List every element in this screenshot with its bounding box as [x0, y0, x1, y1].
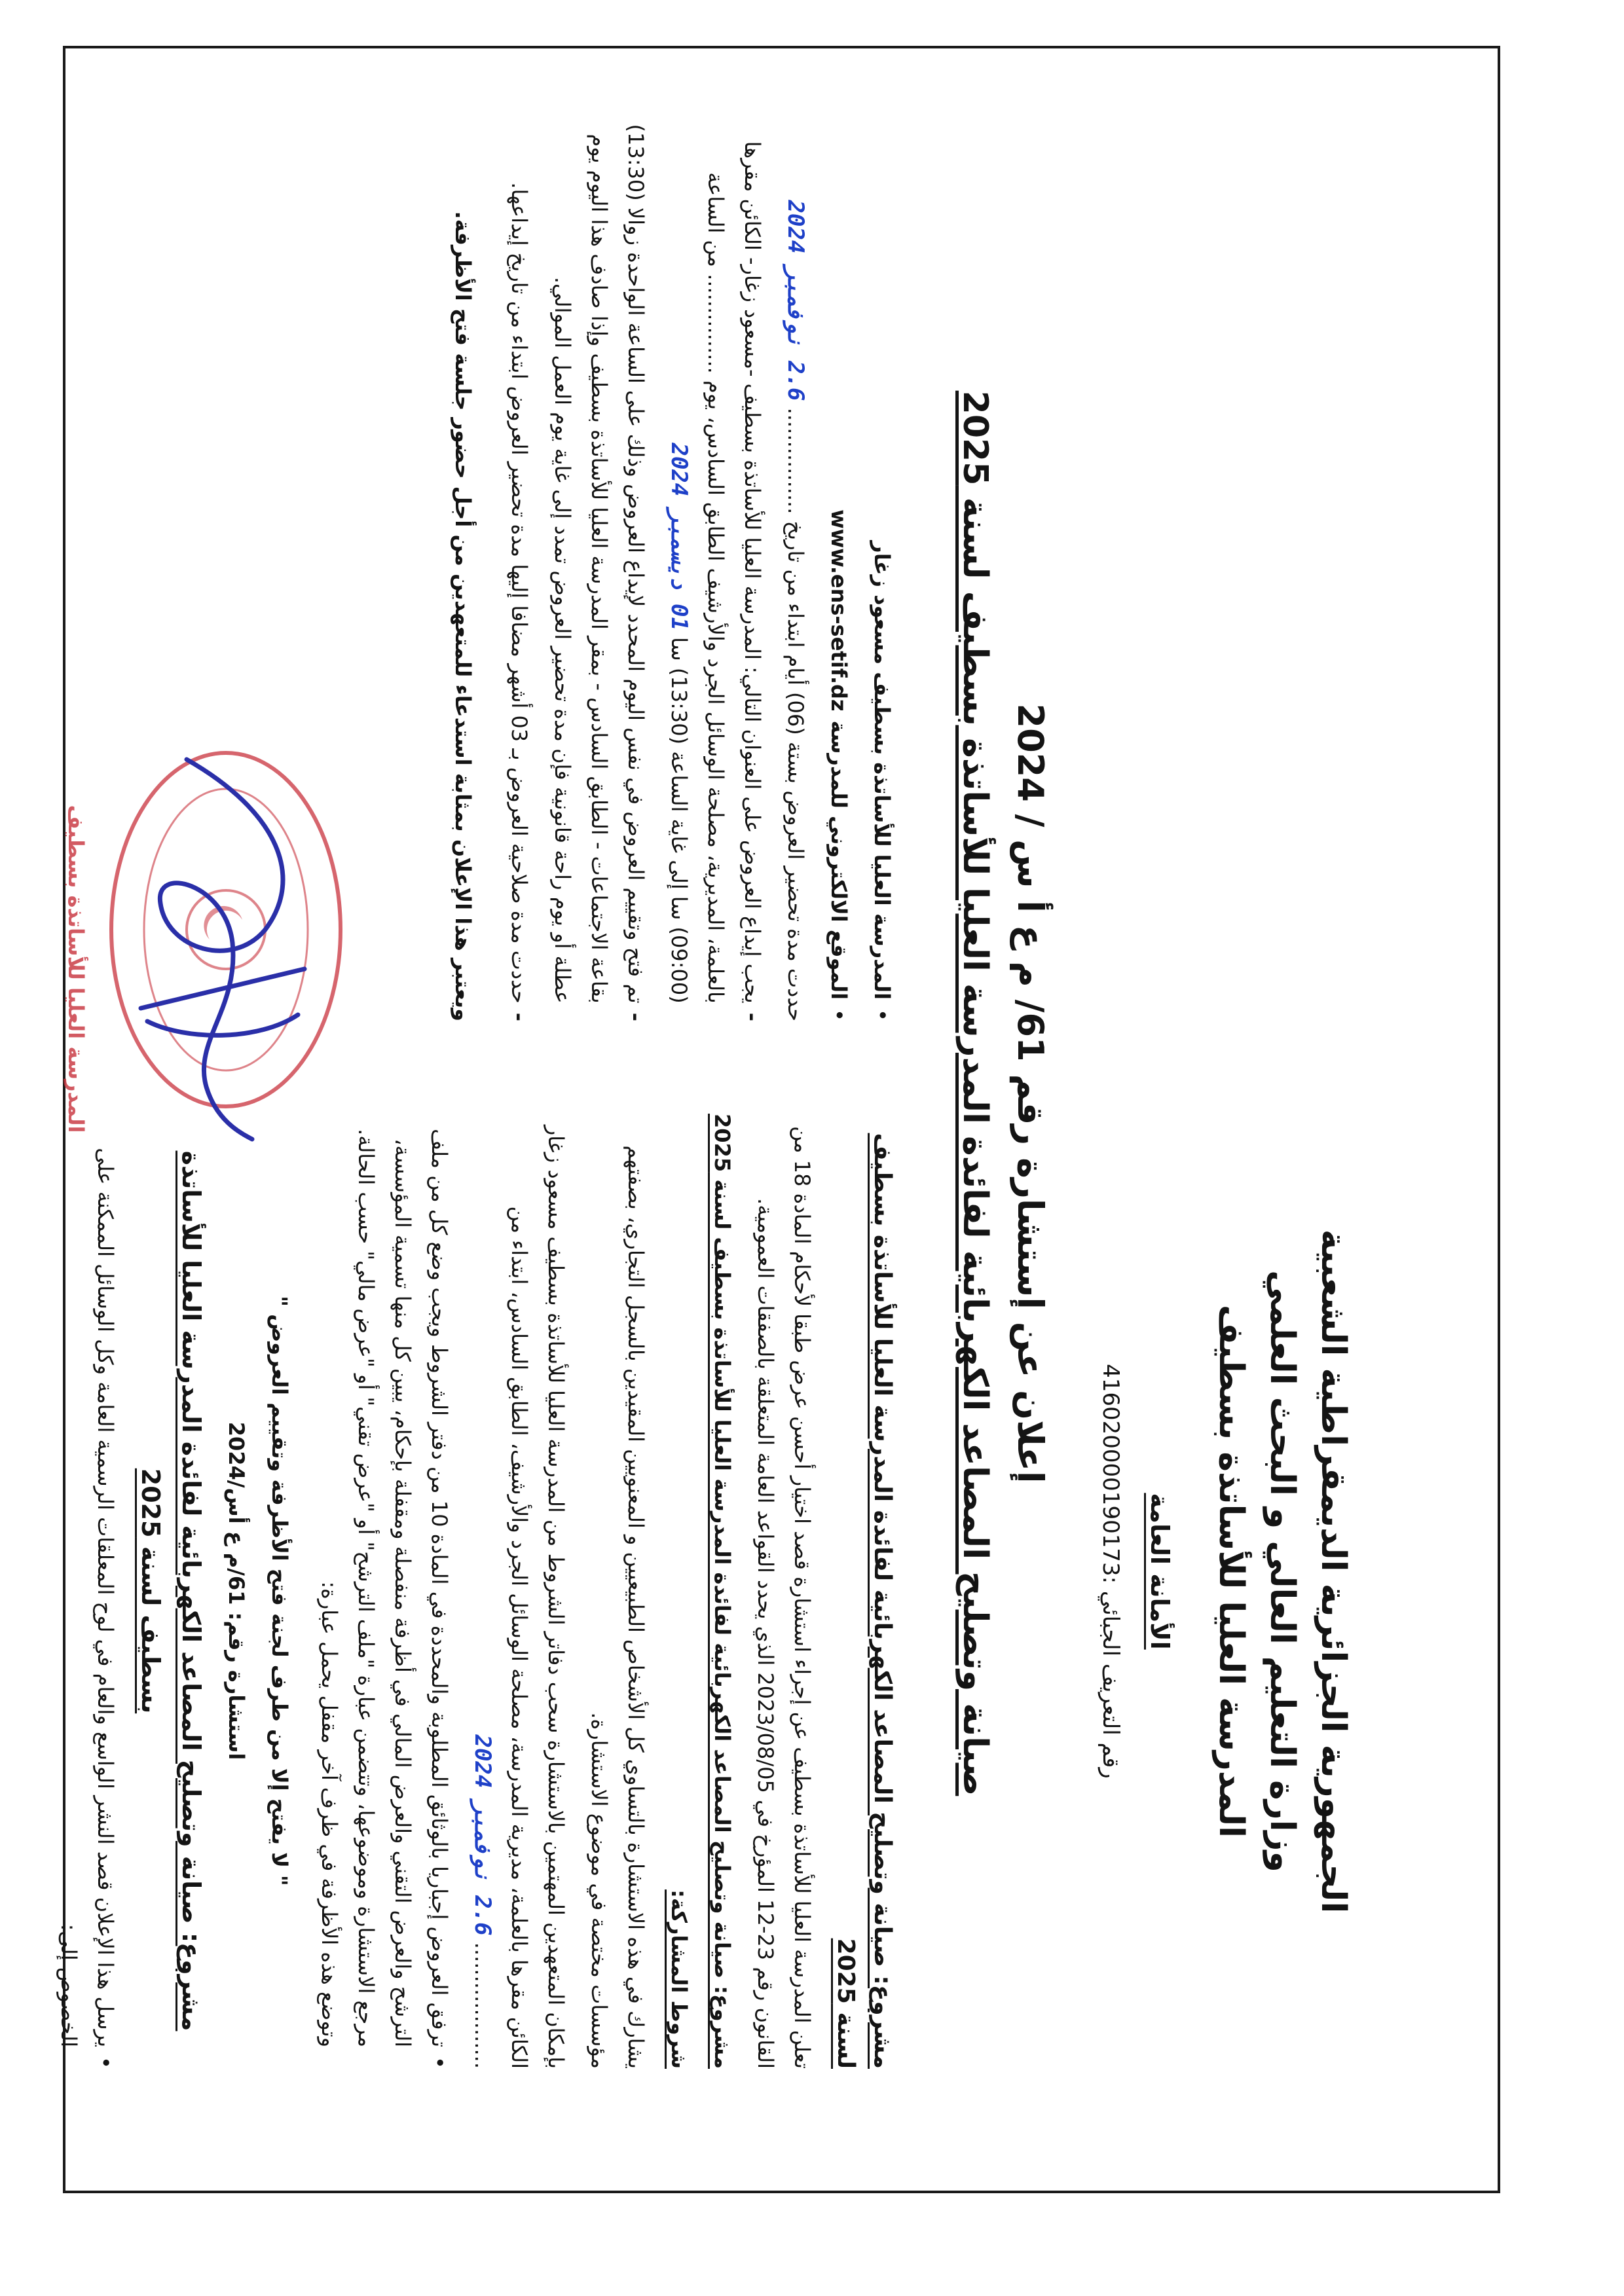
footer-invitation: ويعتبر هذا الإعلان بمثابة استدعاء للمتعهدين من أجل حضور جلسة فتح الأظرفة. — [451, 211, 475, 1021]
bullet-school — [864, 105, 900, 1021]
withdraw-date-handwritten: 2.6 نوفمبر 2024 — [470, 1734, 496, 1936]
withdraw-text-body: بإمكان المتعهدين المهتمين بالاستشارة سحب دفاتر الشروط من المدرسة العليا للأساتذة بسطيف مسعود زغار الكائن مقرها بالعلمة، مديرية المدرسة، مصلحة الوسائل الجرد والأرشيف، الطابق السادس، ابتداء من ................... — [470, 1125, 568, 2069]
prep-period-text: حددت مدة تحضير العروض بستة (06) أيام ابتداء من تاريخ ................ — [783, 407, 808, 1021]
validity-text: حددت مدة صلاحية العروض بـ 03 أشهر مضافا إليها مدة تحضير العروض ابتداء من تاريخ إيداعها. — [507, 182, 532, 1004]
bullet-publish — [50, 1113, 124, 2069]
school-name: المدرسة العليا للأساتذة بسطيف مسعود زغار — [870, 541, 895, 1000]
website-label: الموقع الالكتروني للمدرسة — [826, 720, 851, 1000]
stamp-outer-ring — [111, 753, 341, 1106]
prep-date-handwritten: 2.6 نوفمبر 2024 — [783, 200, 809, 401]
header-ministry: وزارة التعليم العالي و البحث العلمي — [1263, 1270, 1302, 1872]
bullet-icon: • — [826, 1009, 851, 1021]
bullet-icon: • — [427, 2056, 452, 2069]
bullet-website — [821, 105, 857, 1021]
project-repeat: مشروع: صيانة وتصليح المصاعد الكهربائية لفائدة المدرسة العليا للأساتذة بسطيف لسنة 2025 — [710, 1114, 735, 2069]
project-final: مشروع: صيانة وتصليح المصاعد الكهربائية لفائدة المدرسة العليا للأساتذة بسطيف لسنة 2025 — [136, 1150, 206, 2032]
dash-icon: - — [623, 1012, 648, 1021]
deposit-text — [661, 105, 771, 1004]
deposit-text-body: يجب إيداع العروض على العنوان التالي: المدرسة العليا للأساتذة بسطيف -مسعود زغار- الكائن مقرها بالعلمة، المديرية، مصلحة الوسائل الجرد والأرشيف الطابق السادس، يوم ............... من الساعة (09:00) سا إلى غاية الساعة (13:30) سا — [667, 141, 765, 1004]
dash-icon: - — [740, 1012, 765, 1021]
deposit-item — [661, 105, 771, 1021]
envelope-quote: " لا يفتح إلا من طرف لجنة فتح الأظرفة وتقييم العروض " — [267, 1296, 292, 1886]
opening-item — [544, 105, 654, 1021]
document-title — [948, 151, 1058, 2036]
conditions-text: يشارك في هذه الاستشارة بالتساوي كل الأشخاص الطبيعيين و المعنويين المقيدين بالسجل التجاري، بصفتهم مؤسسات مختصة في موضوع الاستشارة. — [587, 1145, 648, 2069]
prep-period — [777, 105, 814, 1021]
validity-item — [501, 105, 538, 1021]
consultation-ref: استشارة رقم: 61/م ع أس/2024 — [224, 1421, 249, 1760]
title-subject: صيانة وتصليح المصاعد الكهربائية لفائدة المدرسة العليا للأساتذة بسطيف لسنة 2025 — [955, 390, 995, 1796]
publish-text: يرسل هذا الإعلان قصد النشر الواسع والعام في لوح المعلقات الرسمية العامة وكل الوسائل الممكنة على الخصوص إلى: — [56, 1148, 118, 2048]
stamp-text: المدرسة العليا للأساتذة بسطيف — [64, 805, 88, 1133]
bullet-envelopes — [311, 1113, 458, 2069]
website-url: www.ens-setif.dz — [826, 509, 851, 712]
bullet-icon: • — [870, 1009, 895, 1021]
bullet-icon: • — [93, 2056, 118, 2069]
right-column — [44, 1113, 900, 2069]
opening-text: تم فتح وتقييم العروض في نفس اليوم المحدد لإيداع العروض وذلك على الساعة الواحدة زوالا (13:30) بقاعة الاجتماعات - الطابق السادس - بمقر المدرسة العليا للأساتذة بسطيف وإذا صادف هذا اليوم يوم عطلة أو يوم راحة قانونية فإن مدة تحضير العروض تمدد إلى غاية يوم العمل الموالي. — [550, 124, 648, 1004]
header-republic: الجمهورية الجزائرية الديمقراطية الشعبية — [1314, 1229, 1353, 1914]
header-school: المدرسة العليا للأساتذة بسطيف — [1211, 1304, 1251, 1838]
intro-paragraph: تعلن المدرسة العليا للأساتذة بسطيف عن إجراء استشارة قصد اختيار أحسن عرض طبقا لأحكام المادة 18 من القانون رقم 23-12 المؤرخ في 2023/08/05 الذي يحدد القواعد العامة المتعلقة بالصفقات العمومية. — [753, 1126, 815, 2069]
header-secretariat: الأمانة العامة — [1145, 1493, 1174, 1650]
bullet-envelopes-text: ترفق العروض إجباريا بالوثائق المطلوبة والمحددة في المادة 10 من دفتر الشروط ويجب وضع كل من ملف الترشح والعرض التقني والعرض المالي في أظرفة منفصلة ومقفلة بإحكام، يبين كل منها تسمية المؤسسة، مرجع الاستشارة وموضوعها، وتتضمن عبارة "ملف الترشح" أو "عرض تقني" أو "عرض مالي" حسب الحالة. وتوضع هذه الأظرفة في ظرف آخر مقفل يحمل عبارة: — [317, 1129, 452, 2048]
document-header — [1088, 1048, 1359, 2095]
dash-icon: - — [507, 1012, 532, 1021]
stamp-emblem-icon — [187, 890, 265, 969]
deposit-date-handwritten: 01 ديسمبر 2024 — [666, 443, 692, 630]
left-column — [438, 105, 900, 1021]
title-announcement: إعلان عن إستشارة رقم 61/ م ع أ س / 2024 — [1010, 703, 1051, 1484]
header-tax-id: رقم التعريف الجبائي :416020000190173 — [1098, 1364, 1124, 1779]
project-label: مشروع: صيانة وتصليح المصاعد الكهربائية لفائدة المدرسة العليا للأساتذة بسطيف لسنة 2025 — [832, 1133, 896, 2069]
conditions-title: شروط المشاركة: — [667, 1889, 692, 2069]
official-stamp — [56, 733, 357, 1152]
withdraw-text — [464, 1113, 574, 2069]
